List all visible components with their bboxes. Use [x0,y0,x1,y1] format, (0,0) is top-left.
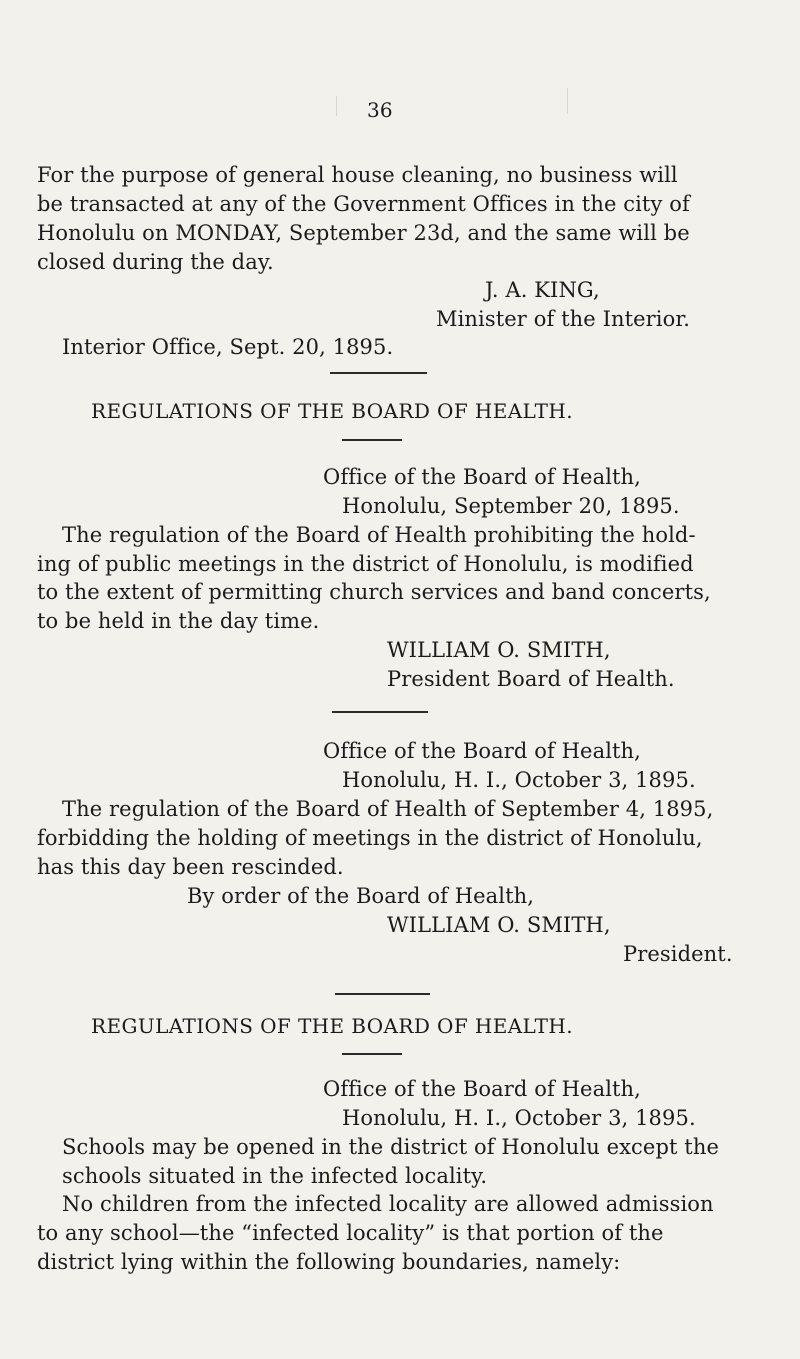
heading-divider [342,1053,402,1055]
office-line: Office of the Board of Health, [323,1077,641,1101]
body-line: Schools may be opened in the district of Honolulu except the [62,1135,719,1159]
office-line: Office of the Board of Health, [323,465,641,489]
date-line: Honolulu, H. I., October 3, 1895. [342,768,696,792]
scan-mark [336,96,337,116]
order-line: By order of the Board of Health, [187,884,535,908]
section-heading: REGULATIONS OF THE BOARD OF HEALTH. [91,399,573,423]
section-divider [332,711,428,713]
notice-line: For the purpose of general house cleaning, no business will [37,163,678,187]
signature-name: J. A. KING, [485,278,600,302]
section-heading: REGULATIONS OF THE BOARD OF HEALTH. [91,1014,573,1038]
heading-divider [342,439,402,441]
notice-line: be transacted at any of the Government Offices in the city of [37,192,690,216]
body-line: The regulation of the Board of Health of September 4, 1895, [62,797,714,821]
body-line: to the extent of permitting church services and band concerts, [37,580,711,604]
signature-title: Minister of the Interior. [436,307,690,331]
signature-title: President Board of Health. [387,667,675,691]
section-divider [335,993,430,995]
section-divider [330,372,427,374]
body-line: The regulation of the Board of Health prohibiting the hold- [62,523,696,547]
signature-name: WILLIAM O. SMITH, [387,638,611,662]
body-line: district lying within the following boundaries, namely: [37,1250,621,1274]
page-number: 36 [367,98,393,122]
signature-name: WILLIAM O. SMITH, [387,913,611,937]
scan-mark [567,88,568,114]
signature-title: President. [623,942,733,966]
date-line: Honolulu, H. I., October 3, 1895. [342,1106,696,1130]
notice-line: closed during the day. [37,250,274,274]
body-line: to any school—the “infected locality” is that portion of the [37,1221,664,1245]
body-line: schools situated in the infected locality. [62,1164,488,1188]
body-line: has this day been rescinded. [37,855,344,879]
body-line: to be held in the day time. [37,609,320,633]
dateline: Interior Office, Sept. 20, 1895. [62,335,394,359]
notice-line: Honolulu on MONDAY, September 23d, and the same will be [37,221,690,245]
body-line: ing of public meetings in the district of Honolulu, is modified [37,552,694,576]
body-line: forbidding the holding of meetings in the district of Honolulu, [37,826,703,850]
body-line: No children from the infected locality are allowed admission [62,1192,714,1216]
date-line: Honolulu, September 20, 1895. [342,494,680,518]
office-line: Office of the Board of Health, [323,739,641,763]
